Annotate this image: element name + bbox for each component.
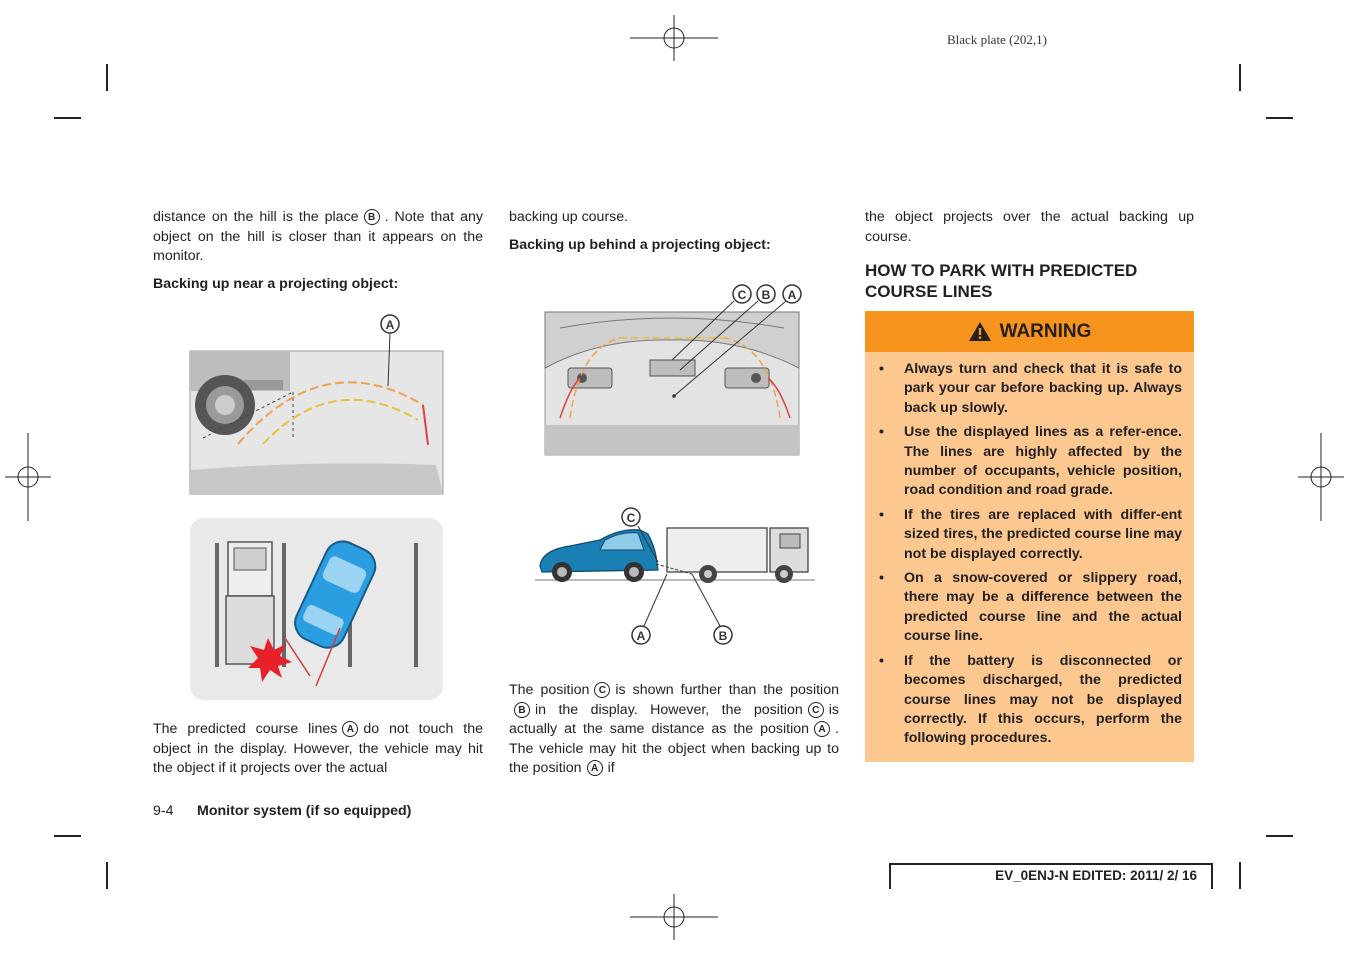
figure-projecting-object-display [183, 310, 448, 500]
warning-title: WARNING [999, 320, 1092, 342]
warning-list [865, 352, 1194, 749]
col1-subheading: Backing up near a projecting object: [153, 275, 399, 292]
col2-paragraph-1: backing up course. [509, 209, 629, 225]
figure4-label-c: C [626, 511, 636, 525]
figure3-label-b: B [761, 288, 771, 302]
col1-paragraph-1: distance on the hill is the place B . Note that any object on the hill is closer than it appears on the monitor. [153, 209, 483, 264]
column-1 [153, 208, 483, 302]
column-1-lower [153, 720, 483, 779]
warning-item: • On a snow-covered or slippery road, there may be a difference between the predicted course line and the actual course line. [879, 569, 1182, 647]
column-3 [865, 208, 1194, 762]
figure4-label-a: A [636, 629, 646, 643]
column-2 [509, 208, 839, 263]
column-2-lower [509, 681, 839, 779]
warning-box [865, 311, 1194, 762]
warning-item: • If the battery is disconnected or becomes discharged, the predicted course lines may not be displayed correctly. If this occurs, perform the following procedures. [879, 652, 1182, 749]
registration-mark-right [1298, 433, 1344, 521]
col2-subheading: Backing up behind a projecting object: [509, 236, 771, 253]
registration-mark-bottom [630, 894, 718, 940]
warning-item: • If the tires are replaced with differ-ent sized tires, the predicted course line may not be displayed correctly. [879, 506, 1182, 564]
warning-triangle-icon [968, 321, 992, 342]
registration-mark-left [5, 433, 51, 521]
figure3-label-c: C [737, 288, 747, 302]
callout-a-badge: A [587, 760, 603, 776]
warning-header [865, 311, 1194, 352]
figure-rear-camera-display [540, 278, 810, 463]
footer-section-title: Monitor system (if so equipped) [197, 803, 412, 819]
figure-side-view-car-truck [530, 500, 820, 650]
callout-c-badge: C [808, 702, 824, 718]
page-number: 9-4 [153, 803, 174, 819]
callout-b-badge: B [364, 209, 380, 225]
warning-item: • Use the displayed lines as a refer-ence. The lines are highly affected by the number of occupants, vehicle position, road condition and road grade. [879, 423, 1182, 501]
col3-paragraph-1: the object projects over the actual backing up course. [865, 209, 1194, 245]
callout-a-badge: A [342, 721, 358, 737]
warning-item: • Always turn and check that it is safe to park your car before backing up. Always back up slowly. [879, 360, 1182, 418]
registration-mark-top [630, 15, 718, 61]
callout-a-badge: A [814, 721, 830, 737]
col1-paragraph-2: The predicted course lines A do not touch the object in the display. However, the vehicle may hit the object if it projects over the actual [153, 721, 483, 776]
figure1-label-a: A [385, 318, 395, 332]
figure-parking-top-view [190, 518, 443, 700]
section-heading: HOW TO PARK WITH PREDICTED COURSE LINES [865, 261, 1138, 301]
edited-stamp: EV_0ENJ-N EDITED: 2011/ 2/ 16 [889, 863, 1213, 889]
figure3-label-a: A [787, 288, 797, 302]
callout-c-badge: C [594, 682, 610, 698]
plate-label: Black plate (202,1) [947, 32, 1047, 47]
col2-paragraph-2: The position C is shown further than the positionB in the display. However, the position C is actually at the same distance as the position A . The vehicle may hit the object when backing up to the position A if [509, 682, 839, 776]
callout-b-badge: B [514, 702, 530, 718]
figure4-label-b: B [718, 629, 728, 643]
